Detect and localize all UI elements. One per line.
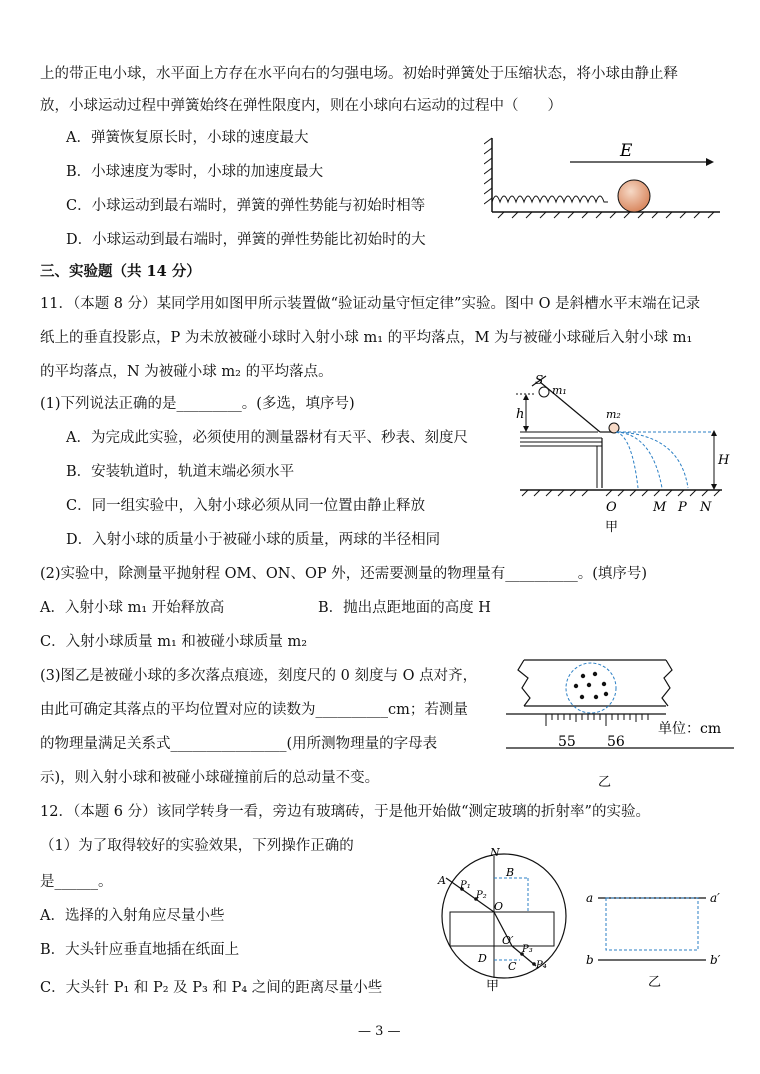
label-o: O xyxy=(494,900,504,913)
label-o-prime: O′ xyxy=(502,934,514,947)
q11-part3-line4: 示)，则入射小球和被碰小球碰撞前后的总动量不变。 xyxy=(40,770,380,786)
label-b: b xyxy=(586,953,594,967)
label-n: N xyxy=(490,846,500,859)
figure-caption-jia: 甲 xyxy=(486,979,500,994)
q11-part2-option-a: A．入射小球 m₁ 开始释放高 xyxy=(40,600,225,616)
field-label-e: E xyxy=(620,141,633,161)
label-s: S xyxy=(535,373,544,387)
q10-stem-line1: 上的带正电小球，水平面上方存在水平向右的匀强电场。初始时弹簧处于压缩状态，将小球由静止释 xyxy=(40,66,678,82)
ruler-tick-55: 55 xyxy=(558,734,576,750)
q11-part3-line3: 的物理量满足关系式________________(用所测物理量的字母表 xyxy=(40,736,438,752)
glass-boundary-figure xyxy=(582,884,742,992)
label-d: D xyxy=(478,952,487,965)
ruler-tick-56: 56 xyxy=(607,734,625,750)
q11-part3-line1: (3)图乙是被碰小球的多次落点痕迹，刻度尺的 0 刻度与 O 点对齐， xyxy=(40,668,478,684)
label-b-prime: b′ xyxy=(710,953,721,967)
q12-option-b: B．大头针应垂直地插在纸面上 xyxy=(40,942,240,958)
label-a: A xyxy=(438,874,446,887)
q12-stem: 12．（本题 6 分）该同学转身一看，旁边有玻璃砖，于是他开始做“测定玻璃的折射率”的实验。 xyxy=(40,804,650,820)
q11-stem-line2: 纸上的垂直投影点，P 为未放被碰小球时入射小球 m₁ 的平均落点，M 为与被碰小球碰后入射小球 m₁ xyxy=(40,330,693,346)
label-h: h xyxy=(516,407,525,422)
label-p4: P₄ xyxy=(536,960,547,971)
figure-caption-jia: 甲 xyxy=(605,520,619,535)
figure-caption-yi: 乙 xyxy=(648,975,662,990)
label-c: C xyxy=(508,960,517,973)
label-a: a xyxy=(586,891,594,905)
q10-option-a: A．弹簧恢复原长时，小球的速度最大 xyxy=(66,130,309,146)
q11-part1-option-b: B．安装轨道时，轨道末端必须水平 xyxy=(66,464,295,480)
label-m2: m₂ xyxy=(606,408,621,421)
q11-part1-option-d: D．入射小球的质量小于被碰小球的质量，两球的半径相同 xyxy=(66,532,441,548)
figure-caption-yi: 乙 xyxy=(598,775,612,790)
label-m1: m₁ xyxy=(552,384,567,397)
label-a-prime: a′ xyxy=(710,891,720,905)
q11-stem-line3: 的平均落点，N 为被碰小球 m₂ 的平均落点。 xyxy=(40,364,333,380)
q11-part1-prompt: (1)下列说法正确的是_________。(多选，填序号) xyxy=(40,396,355,412)
q11-part2-option-c: C．入射小球质量 m₁ 和被碰小球质量 m₂ xyxy=(40,634,308,650)
q12-option-a: A．选择的入射角应尽量小些 xyxy=(40,908,225,924)
q11-part2-option-b: B．抛出点距地面的高度 H xyxy=(318,600,491,616)
q12-part1-line2: 是______。 xyxy=(40,874,113,890)
spring-ball-figure xyxy=(484,130,724,220)
spring xyxy=(492,196,608,202)
q10-stem-line2: 放，小球运动过程中弹簧始终在弹性限度内，则在小球向右运动的过程中（ ） xyxy=(40,98,562,114)
glass-refraction-figure xyxy=(432,844,572,994)
q11-part2-prompt: (2)实验中，除测量平抛射程 OM、ON、OP 外，还需要测量的物理量有__________。(填序号) xyxy=(40,566,648,582)
q10-option-c: C．小球运动到最右端时，弹簧的弹性势能与初始时相等 xyxy=(66,198,426,214)
label-p: P xyxy=(678,500,687,515)
page-number: — 3 — xyxy=(358,1024,401,1039)
q12-part1-line1: （1）为了取得较好的实验效果，下列操作正确的 xyxy=(40,838,354,854)
ruler-unit-label: 单位：cm xyxy=(658,721,722,737)
q10-option-d: D．小球运动到最右端时，弹簧的弹性势能比初始时的大 xyxy=(66,232,426,248)
charged-ball xyxy=(618,180,650,212)
q11-stem-line1: 11．（本题 8 分）某同学用如图甲所示装置做“验证动量守恒定律”实验。图中 O 是斜槽水平末端在记录 xyxy=(40,296,701,312)
label-p2: P₂ xyxy=(476,890,487,901)
label-p1: P₁ xyxy=(460,880,471,891)
q11-part3-line2: 由此可确定其落点的平均位置对应的读数为__________cm；若测量 xyxy=(40,702,468,718)
q11-part1-option-a: A．为完成此实验，必须使用的测量器材有天平、秒表、刻度尺 xyxy=(66,430,468,446)
label-m: M xyxy=(653,500,667,515)
label-n: N xyxy=(700,500,712,515)
momentum-apparatus-figure xyxy=(510,370,732,540)
label-o: O xyxy=(606,500,617,515)
label-H: H xyxy=(718,453,730,468)
section-title: 三、实验题（共 14 分） xyxy=(40,263,201,280)
landing-marks-ruler-figure xyxy=(506,654,742,794)
label-p3: P₃ xyxy=(522,944,533,955)
q12-option-c: C．大头针 P₁ 和 P₂ 及 P₃ 和 P₄ 之间的距离尽量小些 xyxy=(40,980,383,996)
q10-option-b: B．小球速度为零时，小球的加速度最大 xyxy=(66,164,324,180)
q11-part1-option-c: C．同一组实验中，入射小球必须从同一位置由静止释放 xyxy=(66,498,426,514)
label-b: B xyxy=(506,866,515,879)
